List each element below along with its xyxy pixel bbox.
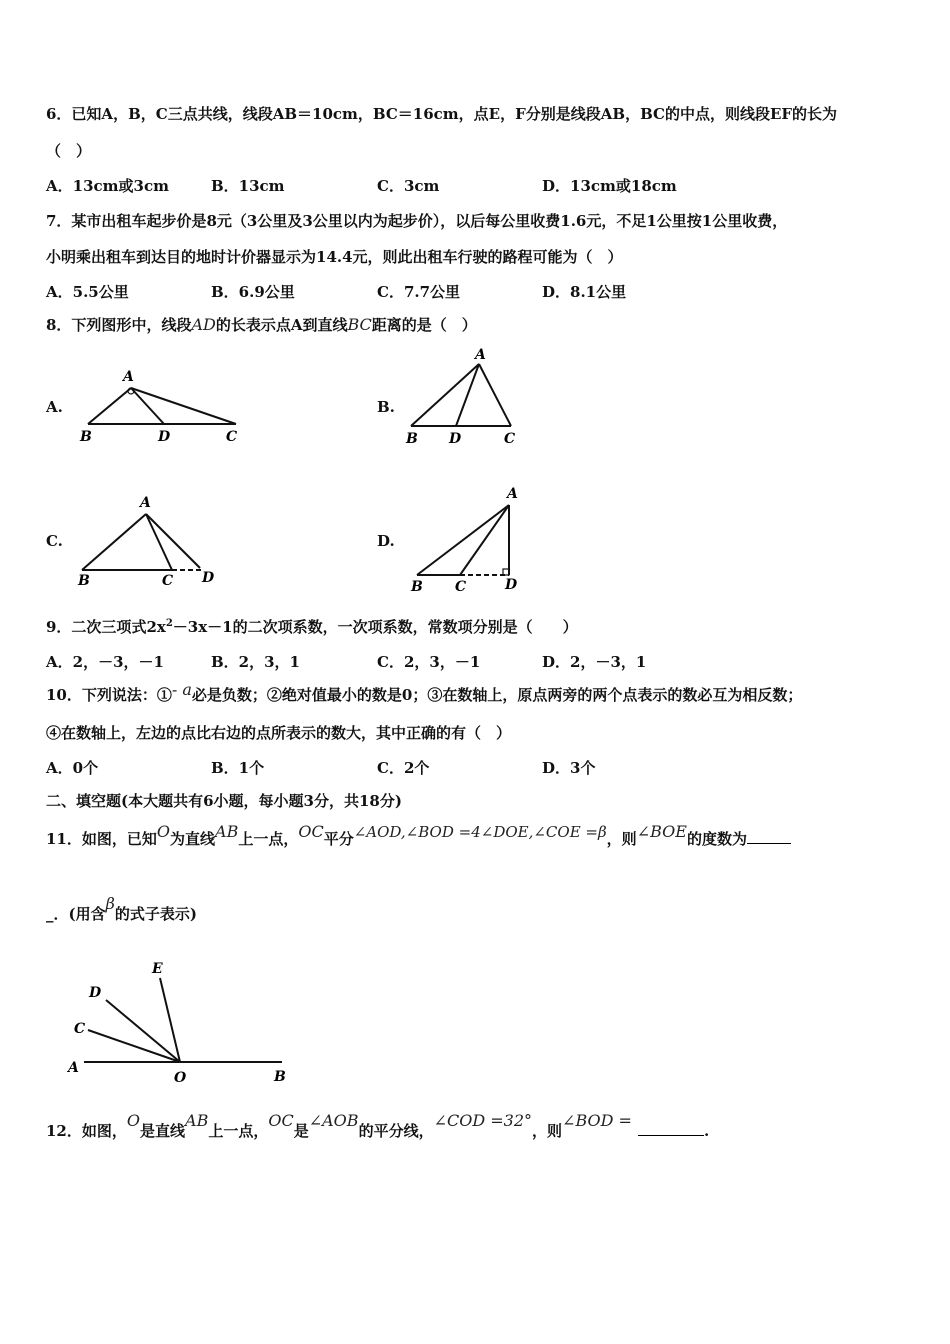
q6-paren: （ ） xyxy=(46,142,92,160)
q11-h: 的式子表示) xyxy=(114,905,197,923)
fig-b-line-ab xyxy=(411,364,479,426)
fig-d-point-b: B xyxy=(411,579,423,595)
q7-option-b: B．6.9公里 xyxy=(211,283,295,301)
q9-option-c: C．2，3，－1 xyxy=(377,653,481,671)
fig-b-point-d: D xyxy=(449,431,462,447)
q8-stem-b: 的长表示点A到直线 xyxy=(215,316,348,334)
q10-option-d: D．3个 xyxy=(542,759,596,777)
q11-figure xyxy=(62,955,302,1090)
fig-c-point-b: B xyxy=(78,573,90,589)
q11-condition: ∠AOD,∠BOD =4∠DOE,∠COE =β xyxy=(353,823,607,841)
fig11-point-d: D xyxy=(89,985,102,1001)
fig-b-point-c: C xyxy=(504,431,516,447)
fig-c-point-d: D xyxy=(202,570,215,586)
q11-ray-oc: OC xyxy=(298,822,324,841)
fig11-point-b: B xyxy=(274,1069,286,1085)
q8-stem xyxy=(46,314,477,335)
fig11-point-a: A xyxy=(68,1060,79,1076)
q12-e: 的平分线， xyxy=(358,1122,434,1140)
q12-angle-bod: ∠BOD = xyxy=(562,1111,632,1130)
q12-line-ab: AB xyxy=(185,1111,209,1130)
q7-option-d: D．8.1公里 xyxy=(542,283,627,301)
q6-option-c: C．3cm xyxy=(377,177,440,195)
q9-stem xyxy=(46,616,578,637)
q7-option-a: A．5.5公里 xyxy=(46,283,129,301)
q8-figure-a xyxy=(76,366,251,448)
q8-stem-a: 8．下列图形中，线段 xyxy=(46,316,192,334)
fig11-ray-oe xyxy=(160,978,180,1062)
q11-stem-cont xyxy=(46,894,197,924)
q11-answer-blank[interactable] xyxy=(747,829,791,844)
q12-d: 是 xyxy=(293,1122,309,1140)
q11-d: 平分 xyxy=(323,830,354,848)
q12-angle-aob: ∠AOB xyxy=(308,1111,359,1130)
fig-d-point-c: C xyxy=(455,579,467,595)
q11-c: 上一点， xyxy=(238,830,299,848)
q9-stem-b: －3x－1的二次项系数，一次项系数，常数项分别是（ ） xyxy=(172,618,578,636)
fig-c-line-ad xyxy=(146,514,200,568)
q10-line2: ④在数轴上，左边的点比右边的点所表示的数大，其中正确的有（ ） xyxy=(46,724,512,742)
section-2-heading: 二、填空题(本大题共有6小题，每小题3分，共18分) xyxy=(46,792,402,810)
q11-angle-boe: ∠BOE xyxy=(636,822,687,841)
fig11-point-e: E xyxy=(152,961,163,977)
fig-a-point-a: A xyxy=(123,369,134,385)
q11-point-o: O xyxy=(156,822,170,841)
fig-d-point-d: D xyxy=(505,577,518,593)
q12-angle-cod: ∠COD =32° xyxy=(433,1111,533,1130)
q8-figure-b xyxy=(401,346,526,448)
q12-point-o: O xyxy=(126,1111,140,1130)
q6-option-a: A．13cm或3cm xyxy=(46,177,169,195)
q9-option-d: D．2，－3，1 xyxy=(542,653,647,671)
q10-expr: - a xyxy=(171,680,192,699)
q8-label-a: A. xyxy=(46,398,63,416)
fig-a-point-b: B xyxy=(80,429,92,445)
q8-line-bc: BC xyxy=(347,315,372,334)
q8-figure-c xyxy=(74,490,224,590)
fig-c-line-ac xyxy=(146,514,172,570)
fig-c-line-ab xyxy=(82,514,146,570)
q11-e: ，则 xyxy=(606,830,637,848)
fig-c-point-a: A xyxy=(140,495,151,511)
q11-stem xyxy=(46,822,791,849)
q11-beta: β xyxy=(105,894,115,913)
q12-b: 是直线 xyxy=(140,1122,186,1140)
q12-stem xyxy=(46,1111,710,1141)
q11-b: 为直线 xyxy=(170,830,216,848)
q11-line-ab: AB xyxy=(215,822,239,841)
fig-d-line-ac xyxy=(460,505,509,575)
q12-ray-oc: OC xyxy=(268,1111,294,1130)
q7-line2: 小明乘出租车到达目的地时计价器显示为14.4元，则此出租车行驶的路程可能为（ ） xyxy=(46,248,623,266)
q11-g: _．(用含 xyxy=(46,905,106,923)
q7-line1: 7．某市出租车起步价是8元（3公里及3公里以内为起步价），以后每公里收费1.6元，不足1公里按1公里收费， xyxy=(46,212,788,230)
fig11-point-o: O xyxy=(174,1070,187,1086)
q8-stem-c: 距离的是（ ） xyxy=(371,316,477,334)
fig-a-point-c: C xyxy=(226,429,238,445)
q10-line1 xyxy=(46,680,803,705)
fig-a-point-d: D xyxy=(158,429,171,445)
q8-label-b: B. xyxy=(377,398,395,416)
q12-answer-blank[interactable] xyxy=(638,1121,704,1136)
fig11-ray-oc xyxy=(88,1030,180,1062)
fig-c-point-c: C xyxy=(162,573,174,589)
fig11-point-c: C xyxy=(74,1021,86,1037)
q12-f: ，则 xyxy=(532,1122,563,1140)
q8-label-c: C. xyxy=(46,532,63,550)
fig-b-point-b: B xyxy=(406,431,418,447)
fig-a-line-ab xyxy=(88,388,131,424)
q8-segment-ad: AD xyxy=(191,315,216,334)
q7-option-c: C．7.7公里 xyxy=(377,283,461,301)
q9-option-a: A．2，－3，－1 xyxy=(46,653,164,671)
q12-end: . xyxy=(703,1122,710,1140)
fig-b-line-ac xyxy=(479,364,511,426)
q9-superscript: 2 xyxy=(165,618,173,629)
fig-d-point-a: A xyxy=(507,486,518,502)
fig11-ray-od xyxy=(106,1000,180,1062)
q10-option-b: B．1个 xyxy=(211,759,265,777)
q10-option-a: A．0个 xyxy=(46,759,99,777)
q11-f: 的度数为 xyxy=(686,830,747,848)
q12-a: 12．如图， xyxy=(46,1122,127,1140)
q6-stem: 6．已知A，B，C三点共线，线段AB＝10cm，BC＝16cm，点E，F分别是线段AB，BC的中点，则线段EF的长为 xyxy=(46,105,838,123)
q6-option-d: D．13cm或18cm xyxy=(542,177,677,195)
q10-line1-a: 10．下列说法：① xyxy=(46,686,172,704)
fig-d-line-ab xyxy=(417,505,509,575)
fig-b-point-a: A xyxy=(475,347,486,363)
q12-c: 上一点， xyxy=(208,1122,269,1140)
q9-stem-a: 9．二次三项式2x xyxy=(46,618,166,636)
q6-option-b: B．13cm xyxy=(211,177,285,195)
q9-option-b: B．2，3，1 xyxy=(211,653,300,671)
q8-label-d: D. xyxy=(377,532,395,550)
q11-a: 11．如图，已知 xyxy=(46,830,157,848)
q10-option-c: C．2个 xyxy=(377,759,430,777)
q10-line1-b: 必是负数；②绝对值最小的数是0；③在数轴上，原点两旁的两个点表示的数必互为相反数； xyxy=(191,686,803,704)
q8-figure-d xyxy=(405,483,530,595)
